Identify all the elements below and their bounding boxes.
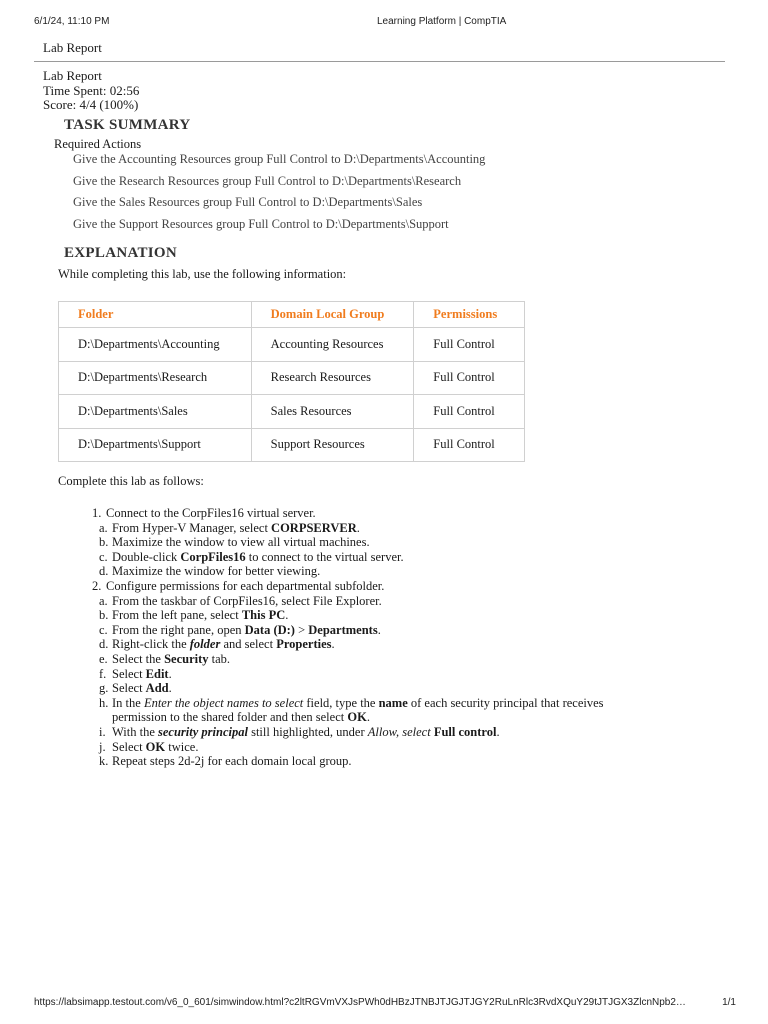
substep-letter: k. [99, 754, 109, 769]
explanation-heading: EXPLANATION [64, 245, 178, 261]
table-cell: Full Control [414, 395, 525, 429]
list-item [50, 564, 604, 579]
page-title: Lab Report [43, 40, 102, 55]
table-cell: Support Resources [251, 428, 414, 462]
substep-text: From Hyper-V Manager, select CORPSERVER. [112, 520, 360, 535]
substep-letter: j. [99, 739, 106, 754]
substep-letter: d. [99, 637, 109, 652]
substep-text: Repeat steps 2d-2j for each domain local group. [112, 754, 352, 769]
info-table [58, 301, 525, 462]
substep-letter: b. [99, 608, 109, 623]
list-item: Give the Support Resources group Full Control to D:\Departments\Support [73, 217, 449, 232]
table-cell: Accounting Resources [251, 328, 414, 362]
list-item: Give the Sales Resources group Full Control to D:\Departments\Sales [73, 195, 423, 210]
list-item [50, 550, 604, 565]
page-number: 1/1 [722, 997, 736, 1008]
substep-letter: f. [99, 666, 107, 681]
step-label: Connect to the CorpFiles16 virtual server. [106, 506, 316, 520]
steps-list [92, 506, 604, 769]
list-item [50, 608, 604, 623]
list-item [50, 521, 604, 536]
substep-text: Maximize the window for better viewing. [112, 564, 321, 579]
substep-letter: g. [99, 681, 109, 696]
page-url: https://labsimapp.testout.com/v6_0_601/simwindow.html?c2ltRGVmVXJsPWh0dHBzJTNBJTJGJTJGY2RuLnRlc3RvdXQuY29tJTJGX3ZlcnNpb2… [34, 997, 686, 1008]
substep-letter: a. [99, 593, 108, 608]
substep-list [92, 521, 604, 579]
time-spent: Time Spent: 02:56 [43, 82, 140, 98]
table-cell: Full Control [414, 361, 525, 395]
column-header-folder: Folder [59, 302, 252, 328]
print-datetime: 6/1/24, 11:10 PM [34, 16, 110, 27]
substep-text: Select OK twice. [112, 739, 199, 754]
table-row [59, 395, 525, 429]
table-cell: Full Control [414, 428, 525, 462]
substep-text: Double-click CorpFiles16 to connect to the virtual server. [112, 549, 404, 564]
list-item [50, 725, 604, 740]
list-item [50, 623, 604, 638]
substep-letter: b. [99, 535, 109, 550]
step-item [92, 506, 604, 579]
list-item [50, 754, 604, 769]
table-header-row [59, 302, 525, 328]
substep-letter: i. [99, 724, 106, 739]
complete-label: Complete this lab as follows: [58, 474, 204, 488]
report-meta [43, 69, 139, 113]
list-item: Give the Accounting Resources group Full Control to D:\Departments\Accounting [73, 152, 486, 166]
step-label: Configure permissions for each departmental subfolder. [106, 578, 385, 593]
step-item [92, 579, 604, 769]
step-text [92, 579, 604, 594]
table-cell: D:\Departments\Accounting [59, 328, 252, 362]
table-row [59, 428, 525, 462]
substep-text: With the security principal still highlighted, under Allow, select Full control. [112, 724, 500, 739]
substep-text: From the left pane, select This PC. [112, 608, 289, 623]
substep-letter: c. [99, 622, 108, 637]
table-cell: Research Resources [251, 361, 414, 395]
print-page-title: Learning Platform | CompTIA [377, 16, 507, 27]
substep-text: In the Enter the object names to select field, type the name of each security principal that receives permission to the shared folder and then select OK. [112, 695, 604, 725]
substep-text: From the taskbar of CorpFiles16, select File Explorer. [112, 593, 382, 608]
substep-text: Select Edit. [112, 666, 172, 681]
step-text [92, 506, 604, 521]
substep-text: Select the Security tab. [112, 651, 231, 666]
table-cell: Full Control [414, 328, 525, 362]
substep-text: From the right pane, open Data (D:) > Departments. [112, 622, 381, 637]
column-header-group: Domain Local Group [251, 302, 414, 328]
list-item [50, 696, 604, 725]
list-item [50, 740, 604, 755]
substep-letter: c. [99, 549, 108, 564]
list-item [50, 652, 604, 667]
list-item [50, 681, 604, 696]
list-item [50, 667, 604, 682]
substep-text: Maximize the window to view all virtual machines. [112, 535, 370, 550]
table-cell: D:\Departments\Support [59, 428, 252, 462]
report-heading: Lab Report [43, 68, 102, 83]
substep-letter: d. [99, 564, 109, 579]
step-number: 1. [92, 506, 102, 520]
table-row [59, 328, 525, 362]
required-actions-list [73, 151, 485, 238]
list-item [50, 535, 604, 550]
task-summary-heading: TASK SUMMARY [64, 117, 191, 133]
header-divider [34, 61, 725, 62]
list-item [50, 637, 604, 652]
substep-letter: a. [99, 520, 108, 535]
substep-letter: e. [99, 651, 108, 666]
substep-letter: h. [99, 695, 109, 710]
substep-text: Select Add. [112, 681, 172, 696]
score: Score: 4/4 (100%) [43, 97, 139, 112]
column-header-permissions: Permissions [414, 302, 525, 328]
table-cell: Sales Resources [251, 395, 414, 429]
table-cell: D:\Departments\Research [59, 361, 252, 395]
list-item [50, 594, 604, 609]
print-footer [34, 997, 736, 1011]
table-cell: D:\Departments\Sales [59, 395, 252, 429]
table-row [59, 361, 525, 395]
substep-text: Right-click the folder and select Properties. [112, 637, 335, 652]
print-header [34, 16, 734, 30]
required-actions-label: Required Actions [54, 137, 142, 151]
explanation-intro: While completing this lab, use the following information: [58, 267, 347, 281]
step-number: 2. [92, 578, 102, 593]
substep-list [92, 594, 604, 769]
list-item: Give the Research Resources group Full Control to D:\Departments\Research [73, 173, 462, 188]
